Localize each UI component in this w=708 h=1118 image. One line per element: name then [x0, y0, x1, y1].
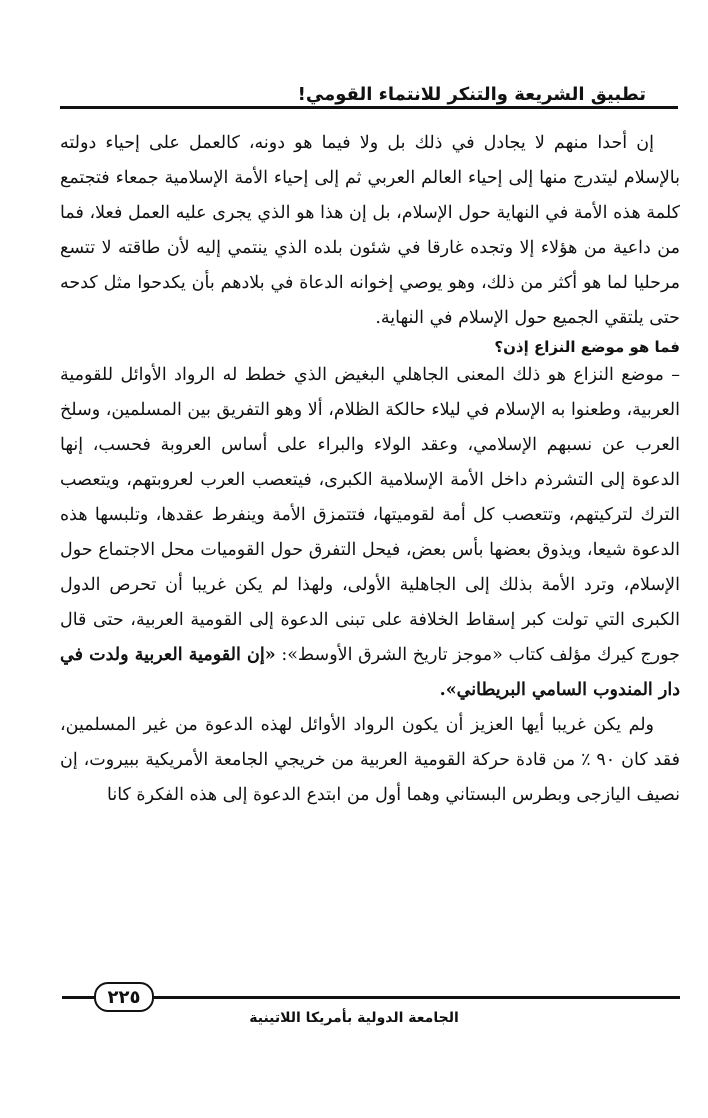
paragraph-intro: إن أحدا منهم لا يجادل في ذلك بل ولا فيما هو دونه، كالعمل على إحياء دولته بالإسلام ليتدرج منها إلى إحياء العالم العربي ثم إلى إحياء الأمة الإسلامية جمعاء فتجتمع كلمة هذه الأمة في النهاية حول الإسلام، بل إن هذا هو الذي يجرى عليه العمل فعلا، فما من داعية من هؤلاء إلا وتجده غارقا في شئون بلده الذي ينتمي إليه لأن طاقته لا تتسع مرحليا لما هو أكثر من ذلك، وهو يوصي إخوانه الدعاة في بلادهم بأن يكدحوا مثل كدحه حتى يلتقي الجميع حول الإسلام في النهاية. — [60, 133, 680, 328]
body-text — [60, 126, 680, 813]
footer-rule-left — [62, 996, 96, 999]
paragraph-pioneers: ولم يكن غريبا أيها العزيز أن يكون الرواد الأوائل لهذه الدعوة من غير المسلمين، فقد كان ٩٠ ٪ من قادة حركة القومية العربية من خريجي الجامعة الأمريكية ببيروت، إن نصيف اليازجى وبطرس البستاني وهما أول من ابتدع الدعوة إلى هذه الفكرة كانا — [60, 715, 680, 805]
page-number: ٢٢٥ — [94, 982, 154, 1012]
section-heading: فما هو موضع النزاع إذن؟ — [494, 338, 680, 356]
paragraph-dispute — [60, 358, 680, 708]
paragraph-dispute-text: – موضع النزاع هو ذلك المعنى الجاهلي البغيض الذي خطط له الرواد الأوائل للقومية العربية، وطعنوا به الإسلام في ليلاء حالكة الظلام، ألا وهو التفريق بين المسلمين، وسلخ العرب عن نسبهم الإسلامي، وعقد الولاء والبراء على أساس العروبة فحسب، إنها الدعوة إلى التشرذم داخل الأمة الإسلامية الكبرى، فيتعصب العرب لعروبتهم، ويتعصب الترك لتركيتهم، وتتعصب كل أمة لقوميتها، فتتمزق الأمة وينفرط عقدها، وتلبسها هذه الدعوة شيعا، ويذوق بعضها بأس بعض، فيحل التفرق حول القوميات محل الاجتماع حول الإسلام، وترد الأمة بذلك إلى الجاهلية الأولى، ولهذا لم يكن غريبا أن تحرص الدول الكبرى التي تولت كبر إسقاط الخلافة على تبنى الدعوة إلى القومية العربية، حتى قال جورج كيرك مؤلف كتاب «موجز تاريخ الشرق الأوسط»: — [60, 365, 681, 665]
kirk-quote: «إن القومية العربية ولدت في دار المندوب السامي البريطاني». — [60, 645, 680, 700]
running-head: تطبيق الشريعة والتنكر للانتماء القومي! — [297, 84, 646, 105]
footer-rule-right — [154, 996, 680, 999]
header-rule — [60, 106, 678, 109]
footer-publisher: الجامعة الدولية بأمريكا اللاتينية — [249, 1010, 459, 1026]
